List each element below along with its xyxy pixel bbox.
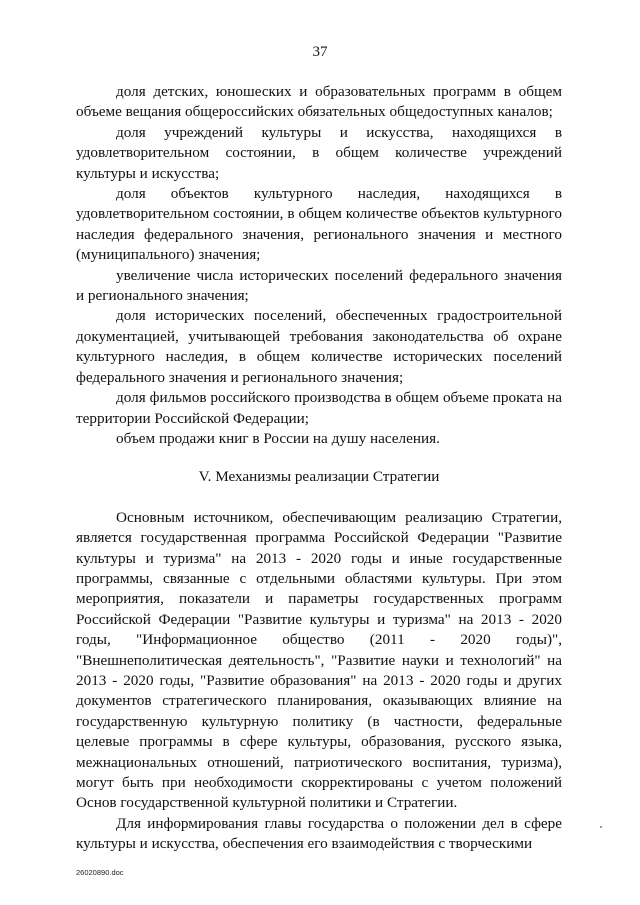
file-name-footer: 26020890.doc: [76, 868, 124, 877]
body-paragraph: Для информирования главы государства о положении дел в сфере культуры и искусства, обеспечения его взаимодействия с творческими: [76, 814, 562, 853]
list-item: увеличение числа исторических поселений федерального значения и регионального значения;: [76, 266, 562, 305]
list-item: доля объектов культурного наследия, находящихся в удовлетворительном состоянии, в общем количестве объектов культурного наследия федерального значения, регионального значения и местного (муниципального) значения;: [76, 185, 562, 264]
list-item: доля фильмов российского производства в общем объеме проката на территории Российской Федерации;: [76, 389, 562, 427]
list-item: доля учреждений культуры и искусства, находящихся в удовлетворительном состоянии, в общем количестве учреждений культуры и искусства;: [76, 123, 562, 182]
list-item: доля детских, юношеских и образовательных программ в общем объеме вещания общероссийских обязательных общедоступных каналов;: [76, 83, 562, 121]
body-paragraph: Основным источником, обеспечивающим реализацию Стратегии, является государственная программа Российской Федерации "Развитие культуры и туризма" на 2013 - 2020 годы и иные государственные программы, связанные с отдельными областями культуры. При этом мероприятия, показатели и параметры государственных программ Российской Федерации "Развитие культуры и туризма" на 2013 - 2020 годы, "Информационное общество (2011 - 2020 годы)", "Внешнеполитическая деятельность", "Развитие науки и технологий" на 2013 - 2020 годы, "Развитие образования" на 2013 - 2020 годы и других документов стратегического планирования, оказывающих влияние на государственную культурную политику (в частности, федеральные целевые программы в сфере культуры, образования, русского языка, межнациональных отношений, патриотического воспитания, туризма), могут быть при необходимости скорректированы с учетом положений Основ государственной культурной политики и Стратегии.: [76, 508, 562, 812]
list-item: объем продажи книг в России на душу населения.: [116, 429, 440, 447]
scan-mark: [600, 826, 602, 828]
section-heading: V. Механизмы реализации Стратегии: [198, 468, 440, 486]
document-body: [76, 82, 562, 855]
page-number: 37: [312, 44, 328, 60]
list-item: доля исторических поселений, обеспеченных градостроительной документацией, учитывающей требования законодательства об охране культурного наследия, в общем количестве исторических поселений федерального значения и регионального значения;: [76, 307, 562, 386]
